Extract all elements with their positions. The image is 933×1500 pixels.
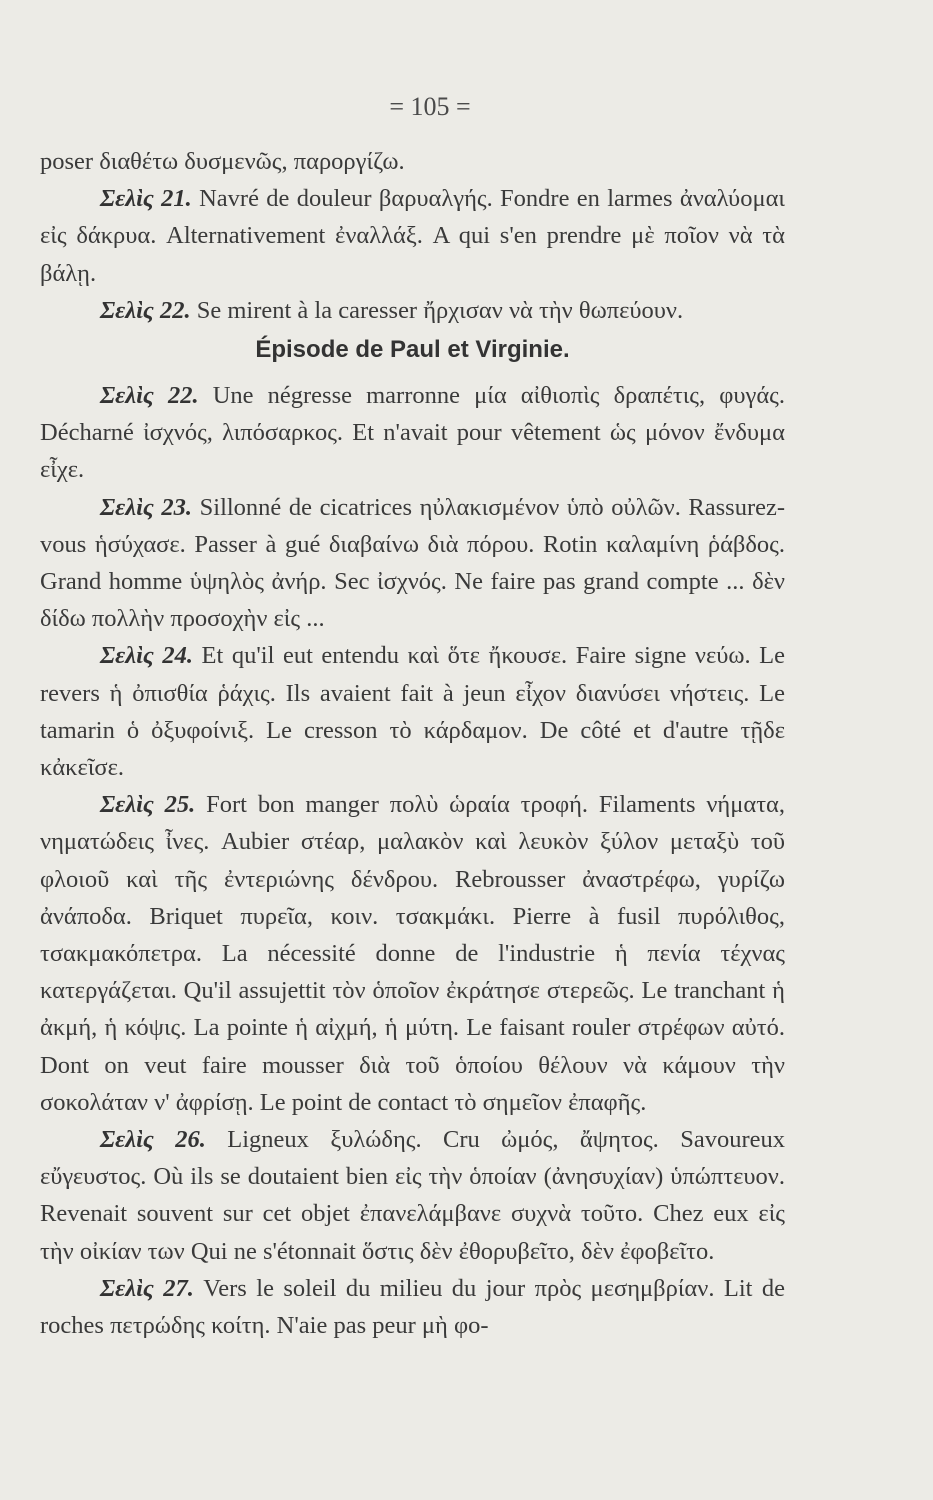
entry-label: Σελὶς 24. — [100, 642, 193, 670]
entry-text: Fort bon manger πολὺ ὡραία τροφή. Filaments νήματα, νηματώδεις ἶνες. Aubier στέαρ, μαλακὸν καὶ λευκὸν ξύλον μεταξὺ τοῦ φλοιοῦ καὶ τῆς ἐντεριώνης δένδρου. Rebrousser ἀναστρέφω, γυρίζω ἀνάποδα. Briquet πυρεῖα, κοιν. τσακμάκι. Pierre à fusil πυρόλιθος, τσακμακόπετρα. La nécessité donne de l'industrie ἡ πενία τέχνας κατεργάζεται. Qu'il assujettit τὸν ὁποῖον ἐκράτησε στερεῶς. Le tranchant ἡ ἀκμή, ἡ κόψις. La pointe ἡ αἰχμή, ἡ μύτη. Le faisant rouler στρέφων αὐτό. Dont on veut faire mousser διὰ τοῦ ὁποίου θέλουν νὰ κάμουν τὴν σοκολάταν ν' ἀφρίσῃ. Le point de contact τὸ σημεῖον ἐπαφῆς. — [40, 791, 786, 1116]
entry-page-26 — [40, 1121, 785, 1270]
entry-page-21 — [40, 180, 785, 292]
entry-label: Σελὶς 23. — [100, 493, 193, 521]
entry-label: Σελὶς 27. — [100, 1274, 194, 1302]
entry-label: Σελὶς 22. — [100, 382, 199, 410]
entry-label: Σελὶς 21. — [100, 185, 192, 213]
entry-text: Vers le soleil du milieu du jour πρὸς μεσημβρίαν. Lit de roches πετρώδης κοίτη. N'aie pas peur μὴ φο- — [40, 1274, 786, 1340]
entry-page-22 — [40, 292, 785, 329]
entry-label: Σελὶς 26. — [100, 1126, 206, 1154]
entry-page-24 — [40, 637, 785, 786]
paragraph-continuation — [40, 143, 785, 180]
entry-page-27 — [40, 1270, 785, 1344]
page-number: = 105 = — [389, 92, 471, 121]
entry-text: Et qu'il eut entendu καὶ ὅτε ἤκουσε. Faire signe νεύω. Le revers ἡ ὀπισθία ῥάχις. Ils avaient fait à jeun εἶχον διανύσει νήστεις. Le tamarin ὁ ὀξυφοίνιξ. Le cresson τὸ κάρδαμον. De côté et d'autre τῇδε κἀκεῖσε. — [40, 642, 785, 782]
entry-text: Navré de douleur βαρυαλγής. Fondre en larmes ἀναλύομαι εἰς δάκρυα. Alternativement ἐναλλάξ. A qui s'en prendre μὲ ποῖον νὰ τὰ βάλῃ. — [40, 185, 786, 287]
entry-text: Ligneux ξυλώδης. Cru ὠμός, ἄψητος. Savoureux εὔγευστος. Où ils se doutaient bien εἰς τὴν ὁποίαν (ἀνησυχίαν) ὑπώπτευον. Revenait souvent sur cet objet ἐπανελάμβανε συχνὰ τοῦτο. Chez eux εἰς τὴν οἰκίαν των Qui ne s'étonnait ὅστις δὲν ἐθορυβεῖτο, δὲν ἐφοβεῖτο. — [40, 1126, 786, 1265]
entry-text: Une négresse marronne μία αἰθιοπὶς δραπέτις, φυγάς. Décharné ἰσχνός, λιπόσαρκος. Et n'avait pour vêtement ὡς μόνον ἔνδυμα εἶχε. — [40, 382, 786, 484]
entry-page-22-b — [40, 377, 785, 489]
entry-page-25 — [40, 786, 785, 1121]
paragraph-text: poser διαθέτω δυσμενῶς, παροργίζω. — [40, 148, 405, 175]
page-text — [40, 143, 785, 1344]
entry-text: Se mirent à la caresser ἤρχισαν νὰ τὴν θωπεύουν. — [196, 296, 684, 324]
entry-page-23 — [40, 489, 785, 638]
section-heading: Épisode de Paul et Virginie. — [255, 336, 570, 364]
entry-text: Sillonné de cicatrices ηὐλακισμένον ὑπὸ οὐλῶν. Rassurez-vous ἡσύχασε. Passer à gué διαβαίνω διὰ πόρου. Rotin καλαμίνη ῥάβδος. Grand homme ὑψηλὸς ἀνήρ. Sec ἰσχνός. Ne faire pas grand compte ... δὲν δίδω πολλὴν προσοχὴν εἰς ... — [40, 493, 786, 633]
entry-label: Σελὶς 22. — [100, 296, 191, 324]
entry-label: Σελὶς 25. — [100, 791, 196, 819]
